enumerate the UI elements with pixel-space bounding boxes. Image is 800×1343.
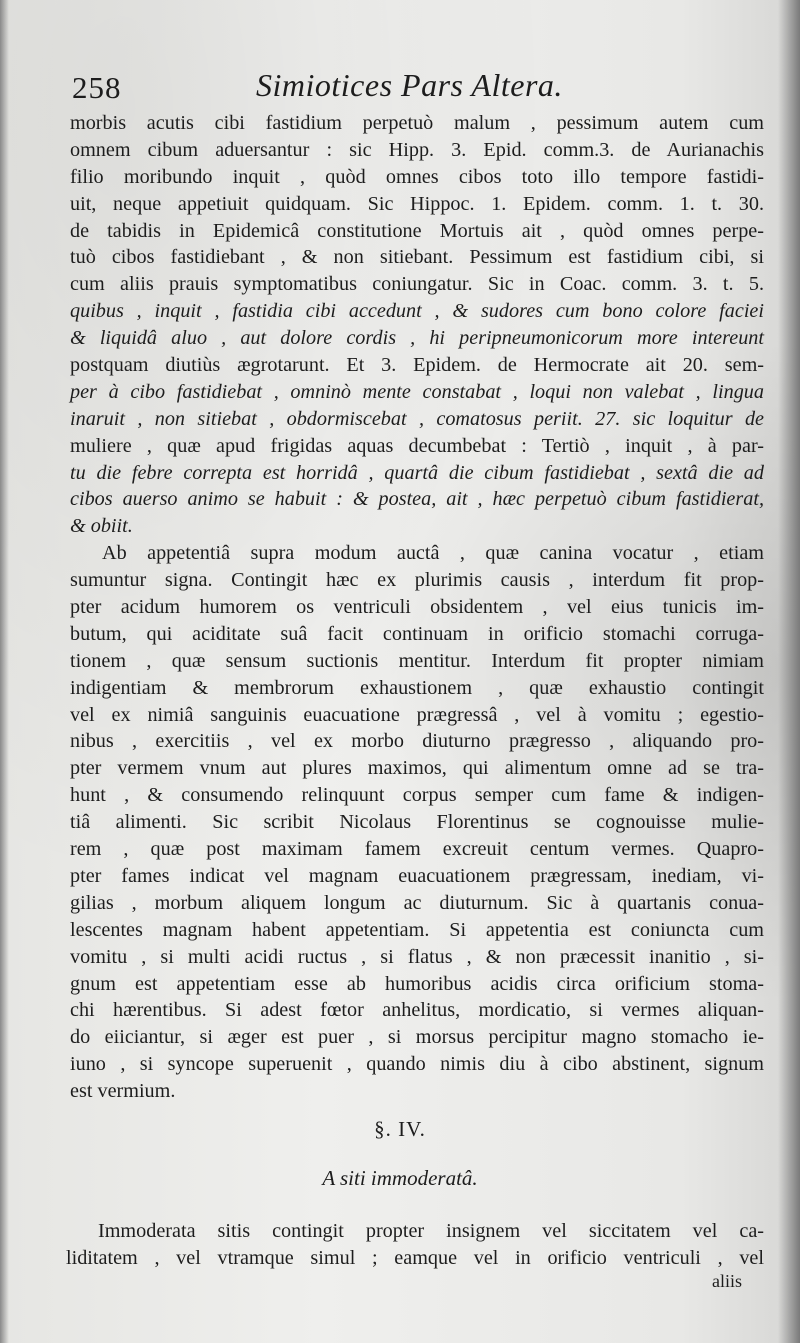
catchword: aliis — [712, 1271, 742, 1291]
text-line-italic: quibus , inquit , fastidia cibi accedunt , & sudores cum bono colore faciei — [70, 300, 764, 323]
text-line-italic: & obiit. — [70, 515, 133, 538]
text-line: de tabidis in Epidemicâ constitutione Mortuis ait , quòd omnes perpe- — [70, 219, 764, 242]
text-line-italic: inaruit , non sitiebat , obdormiscebat , comatosus periit. 27. sic loquitur de — [70, 407, 764, 430]
text-line: pter vermem vnum aut plures maximos, qui alimentum omne ad se tra- — [70, 757, 764, 780]
text-line: vomitu , si multi acidi ructus , si flatus , & non præcessit inanitio , si- — [70, 945, 764, 968]
text-line-italic: cibos auerso animo se habuit : & postea, ait , hæc perpetuò cibum fastidierat, — [70, 488, 764, 511]
text-line: indigentiam & membrorum exhaustionem , quæ exhaustio contingit — [70, 676, 764, 699]
page-number: 258 — [72, 70, 122, 105]
body-text — [70, 110, 764, 1105]
running-title: Simiotices Pars Altera. — [256, 67, 563, 103]
text-line: filio moribundo inquit , quòd omnes cibos toto illo tempore fastidi- — [70, 165, 764, 188]
text-line: gnum est appetentiam esse ab humoribus acidis circa orificium stoma- — [70, 972, 764, 995]
page-header — [68, 62, 768, 110]
section-text — [66, 1218, 764, 1272]
text-line: rem , quæ post maximam famem excreuit centum vermes. Quapro- — [70, 838, 764, 861]
section-heading: A siti immoderatâ. — [322, 1166, 478, 1190]
text-line: tionem , quæ sensum suctionis mentitur. Interdum fit propter nimiam — [70, 649, 764, 672]
text-line: butum, qui aciditate suâ facit continuam in orificio stomachi corruga- — [70, 622, 764, 645]
text-line: est vermium. — [70, 1080, 176, 1103]
text-line: vel ex nimiâ sanguinis euacuatione prægressâ , vel à vomitu ; egestio- — [70, 703, 764, 726]
text-line: sumuntur signa. Contingit hæc ex plurimis causis , interdum fit prop- — [70, 569, 764, 592]
text-line: pter fames indicat vel magnam euacuationem prægressam, inediam, vi- — [70, 864, 764, 887]
text-line-italic: per à cibo fastidiebat , omninò mente constabat , loqui non valebat , lingua — [70, 380, 764, 403]
text-line: morbis acutis cibi fastidium perpetuò malum , pessimum autem cum — [70, 112, 764, 134]
text-line: uit, neque appetiuit quidquam. Sic Hippoc. 1. Epidem. comm. 1. t. 30. — [70, 192, 764, 215]
paragraph-start-line: Immoderata sitis contingit propter insignem vel siccitatem vel ca- — [98, 1220, 764, 1242]
text-line: tuò cibos fastidiebant , & non sitiebant. Pessimum est fastidium cibi, si — [70, 246, 764, 269]
text-line: postquam diutiùs ægrotarunt. Et 3. Epidem. de Hermocrate ait 20. sem- — [70, 354, 764, 377]
text-line: hunt , & consumendo relinquunt corpus semper cum fame & indigen- — [70, 784, 764, 807]
text-line: tiâ alimenti. Sic scribit Nicolaus Florentinus se cognouisse mulie- — [70, 811, 764, 834]
section-number: §. IV. — [374, 1117, 426, 1141]
text-line: nibus , exercitiis , vel ex morbo diuturno prægresso , aliquando pro- — [70, 730, 764, 753]
text-line-italic: tu die febre correpta est horridâ , quartâ die cibum fastidiebat , sextâ die ad — [70, 461, 764, 484]
paragraph-start-line: Ab appetentiâ supra modum auctâ , quæ canina vocatur , etiam — [102, 542, 764, 565]
text-line: omnem cibum aduersantur : sic Hipp. 3. Epid. comm.3. de Aurianachis — [70, 138, 764, 161]
text-line: cum aliis prauis symptomatibus coniungatur. Sic in Coac. comm. 3. t. 5. — [70, 273, 764, 296]
text-line: lescentes magnam habent appetentiam. Si appetentia est coniuncta cum — [70, 918, 764, 941]
text-line: liditatem , vel vtramque simul ; eamque vel in orificio ventriculi , vel — [66, 1246, 764, 1269]
text-line: do eiiciantur, si æger est puer , si morsus percipitur magno stomacho ie- — [70, 1026, 764, 1049]
text-line: pter acidum humorem os ventriculi obsidentem , vel eius tunicis im- — [70, 596, 764, 619]
text-line: iuno , si syncope superuenit , quando nimis diu à cibo abstinent, signum — [70, 1053, 764, 1076]
text-line: muliere , quæ apud frigidas aquas decumbebat : Tertiò , inquit , à par- — [70, 434, 764, 457]
text-line: chi hærentibus. Si adest fœtor anhelitus, mordicatio, si vermes aliquan- — [70, 999, 764, 1022]
text-line-italic: & liquidâ aluo , aut dolore cordis , hi peripneumonicorum more intereunt — [70, 327, 764, 350]
text-line: gilias , morbum aliquem longum ac diuturnum. Sic à quartanis conua- — [70, 891, 764, 914]
